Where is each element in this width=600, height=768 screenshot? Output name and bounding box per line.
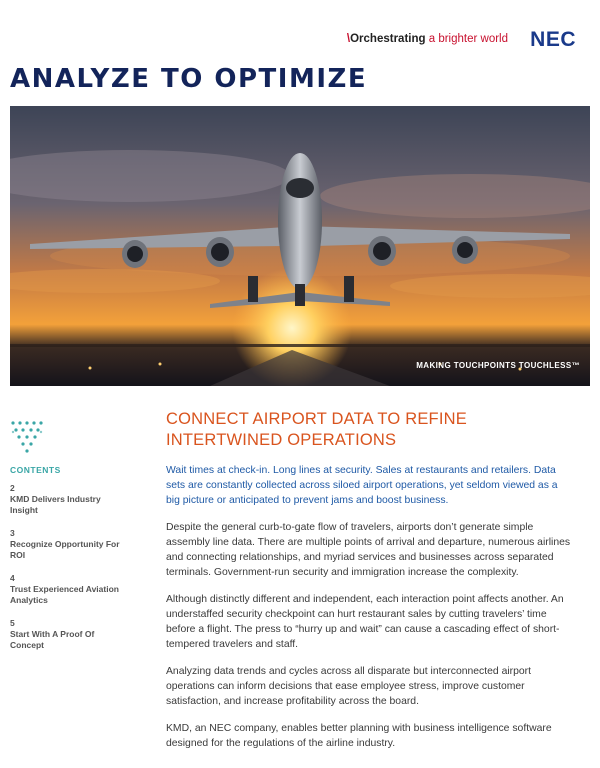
body-paragraph: Despite the general curb-to-gate flow of travelers, airports don’t generate simple assembly line data. There are multiple points of arrival and departure, numerous airlines and connecting relationships, and myriad services and businesses across separated terminals. Government-run security and immigration increase the complexity. bbox=[166, 522, 571, 578]
nec-logo: NEC bbox=[530, 28, 576, 51]
toc-item[interactable] bbox=[10, 573, 130, 606]
tagline-rest: a brighter world bbox=[428, 33, 508, 45]
toc-item[interactable] bbox=[10, 483, 130, 516]
top-bar bbox=[0, 30, 600, 52]
lead-paragraph: Wait times at check-in. Long lines at security. Sales at restaurants and retailers. Data sets are constantly collected across siloed airport operations, yet seldom viewed as a big picture or anticipated to prevent jams and boost business. bbox=[166, 465, 558, 506]
toc-item[interactable] bbox=[10, 618, 130, 651]
article-heading-line1: CONNECT AIRPORT DATA TO REFINE bbox=[166, 410, 467, 428]
body-paragraph: Although distinctly different and independent, each interaction point affects another. An understaffed security checkpoint can hurt restaurant sales by cutting travelers’ time before a flight. The press to “hurry up and wait” can cause a cascading effect of short-tempered travelers and staff. bbox=[166, 594, 564, 650]
page-title: ANALYZE TO OPTIMIZE bbox=[10, 64, 368, 94]
tagline bbox=[347, 33, 508, 45]
article-heading-line2: INTERTWINED OPERATIONS bbox=[166, 431, 397, 449]
toc-item[interactable] bbox=[10, 528, 130, 561]
contents-sidebar bbox=[10, 420, 130, 663]
toc-item-label: Recognize Opportunity For ROI bbox=[10, 539, 120, 560]
toc-item-number: 2 bbox=[10, 483, 15, 493]
body-paragraph: KMD, an NEC company, enables better planning with business intelligence software designed for the regulations of the airline industry. bbox=[166, 723, 552, 749]
article-heading bbox=[166, 409, 574, 451]
body-paragraph: Analyzing data trends and cycles across all disparate but interconnected airport operations can inform decisions that ease employee stress, improve customer satisfaction, and increase profitability across the board. bbox=[166, 666, 532, 707]
toc-item-number: 4 bbox=[10, 573, 15, 583]
article-body bbox=[166, 409, 574, 763]
toc-item-label: Start With A Proof Of Concept bbox=[10, 629, 95, 650]
hero-image bbox=[10, 106, 590, 386]
toc-item-number: 3 bbox=[10, 528, 15, 538]
tagline-slash: \ bbox=[346, 33, 351, 45]
toc-item-number: 5 bbox=[10, 618, 15, 628]
chevron-pattern-icon bbox=[10, 420, 44, 454]
contents-label: CONTENTS bbox=[10, 465, 61, 475]
airplane-sunset-illustration bbox=[10, 106, 590, 386]
tagline-bold: Orchestrating bbox=[350, 33, 426, 45]
toc-item-label: Trust Experienced Aviation Analytics bbox=[10, 584, 119, 605]
toc-item-label: KMD Delivers Industry Insight bbox=[10, 494, 101, 515]
hero-caption: MAKING TOUCHPOINTS TOUCHLESS™ bbox=[416, 361, 580, 370]
